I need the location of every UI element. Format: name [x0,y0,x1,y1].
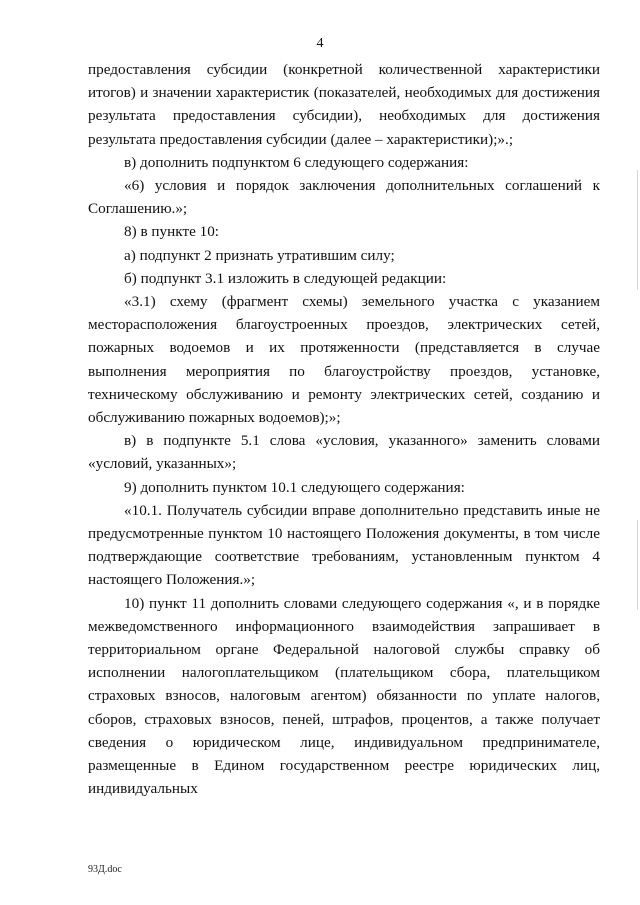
paragraph-subitem-v-5-1: в) в подпункте 5.1 слова «условия, указанного» заменить словами «условий, указанных»; [88,432,600,473]
page-number: 4 [316,36,324,51]
paragraph-subitem-3-1-text: «3.1) схему (фрагмент схемы) земельного участка с указанием месторасположения благоустроенных проездов, электрических сетей, пожарных водоемов и их протяженности (представляется в случае выполнения мероприятия по благоустройству проездов, установке, техническому обслуживанию и ремонту электрических сетей, созданию и обслуживанию пожарных водоемов);»; [88,293,600,427]
paragraph-subitem-b: б) подпункт 3.1 изложить в следующей редакции: [124,269,447,287]
scan-edge-mark [637,170,638,290]
paragraph-characteristics-continuation: предоставления субсидии (конкретной количественной характеристики итогов) и значении характеристик (показателей, необходимых для достижения результата предоставления субсидии), необходимых для достижения результата предоставления субсидии (далее – характеристики);».; [88,61,600,148]
document-body [88,58,600,801]
paragraph-subitem-a: а) подпункт 2 признать утратившим силу; [124,246,395,264]
paragraph-item-8: 8) в пункте 10: [124,223,220,241]
paragraph-subitem-v-add-6: в) дополнить подпунктом 6 следующего содержания: [124,153,469,171]
paragraph-item-10-1-text: «10.1. Получатель субсидии вправе дополнительно представить иные не предусмотренные пунктом 10 настоящего Положения документы, в том числе подтверждающие соответствие требованиям, установленным пунктом 4 настоящего Положения.»; [88,501,600,589]
footer-filename: 93Д.doc [88,864,122,875]
paragraph-subitem-6-text: «6) условия и порядок заключения дополнительных соглашений к Соглашению.»; [88,177,600,218]
paragraph-item-9: 9) дополнить пунктом 10.1 следующего содержания: [124,478,465,496]
paragraph-item-10: 10) пункт 11 дополнить словами следующего содержания «, и в порядке межведомственного информационного взаимодействия запрашивает в территориальном органе Федеральной налоговой службы справку об исполнении налогоплательщиком (плательщиком сбора, плательщиком страховых взносов, налоговым агентом) обязанности по уплате налогов, сборов, страховых взносов, пеней, штрафов, процентов, а также получает сведения о юридическом лице, индивидуальном предпринимателе, размещенные в Едином государственном реестре юридических лиц, индивидуальных [88,594,600,798]
scan-edge-mark [637,520,638,610]
